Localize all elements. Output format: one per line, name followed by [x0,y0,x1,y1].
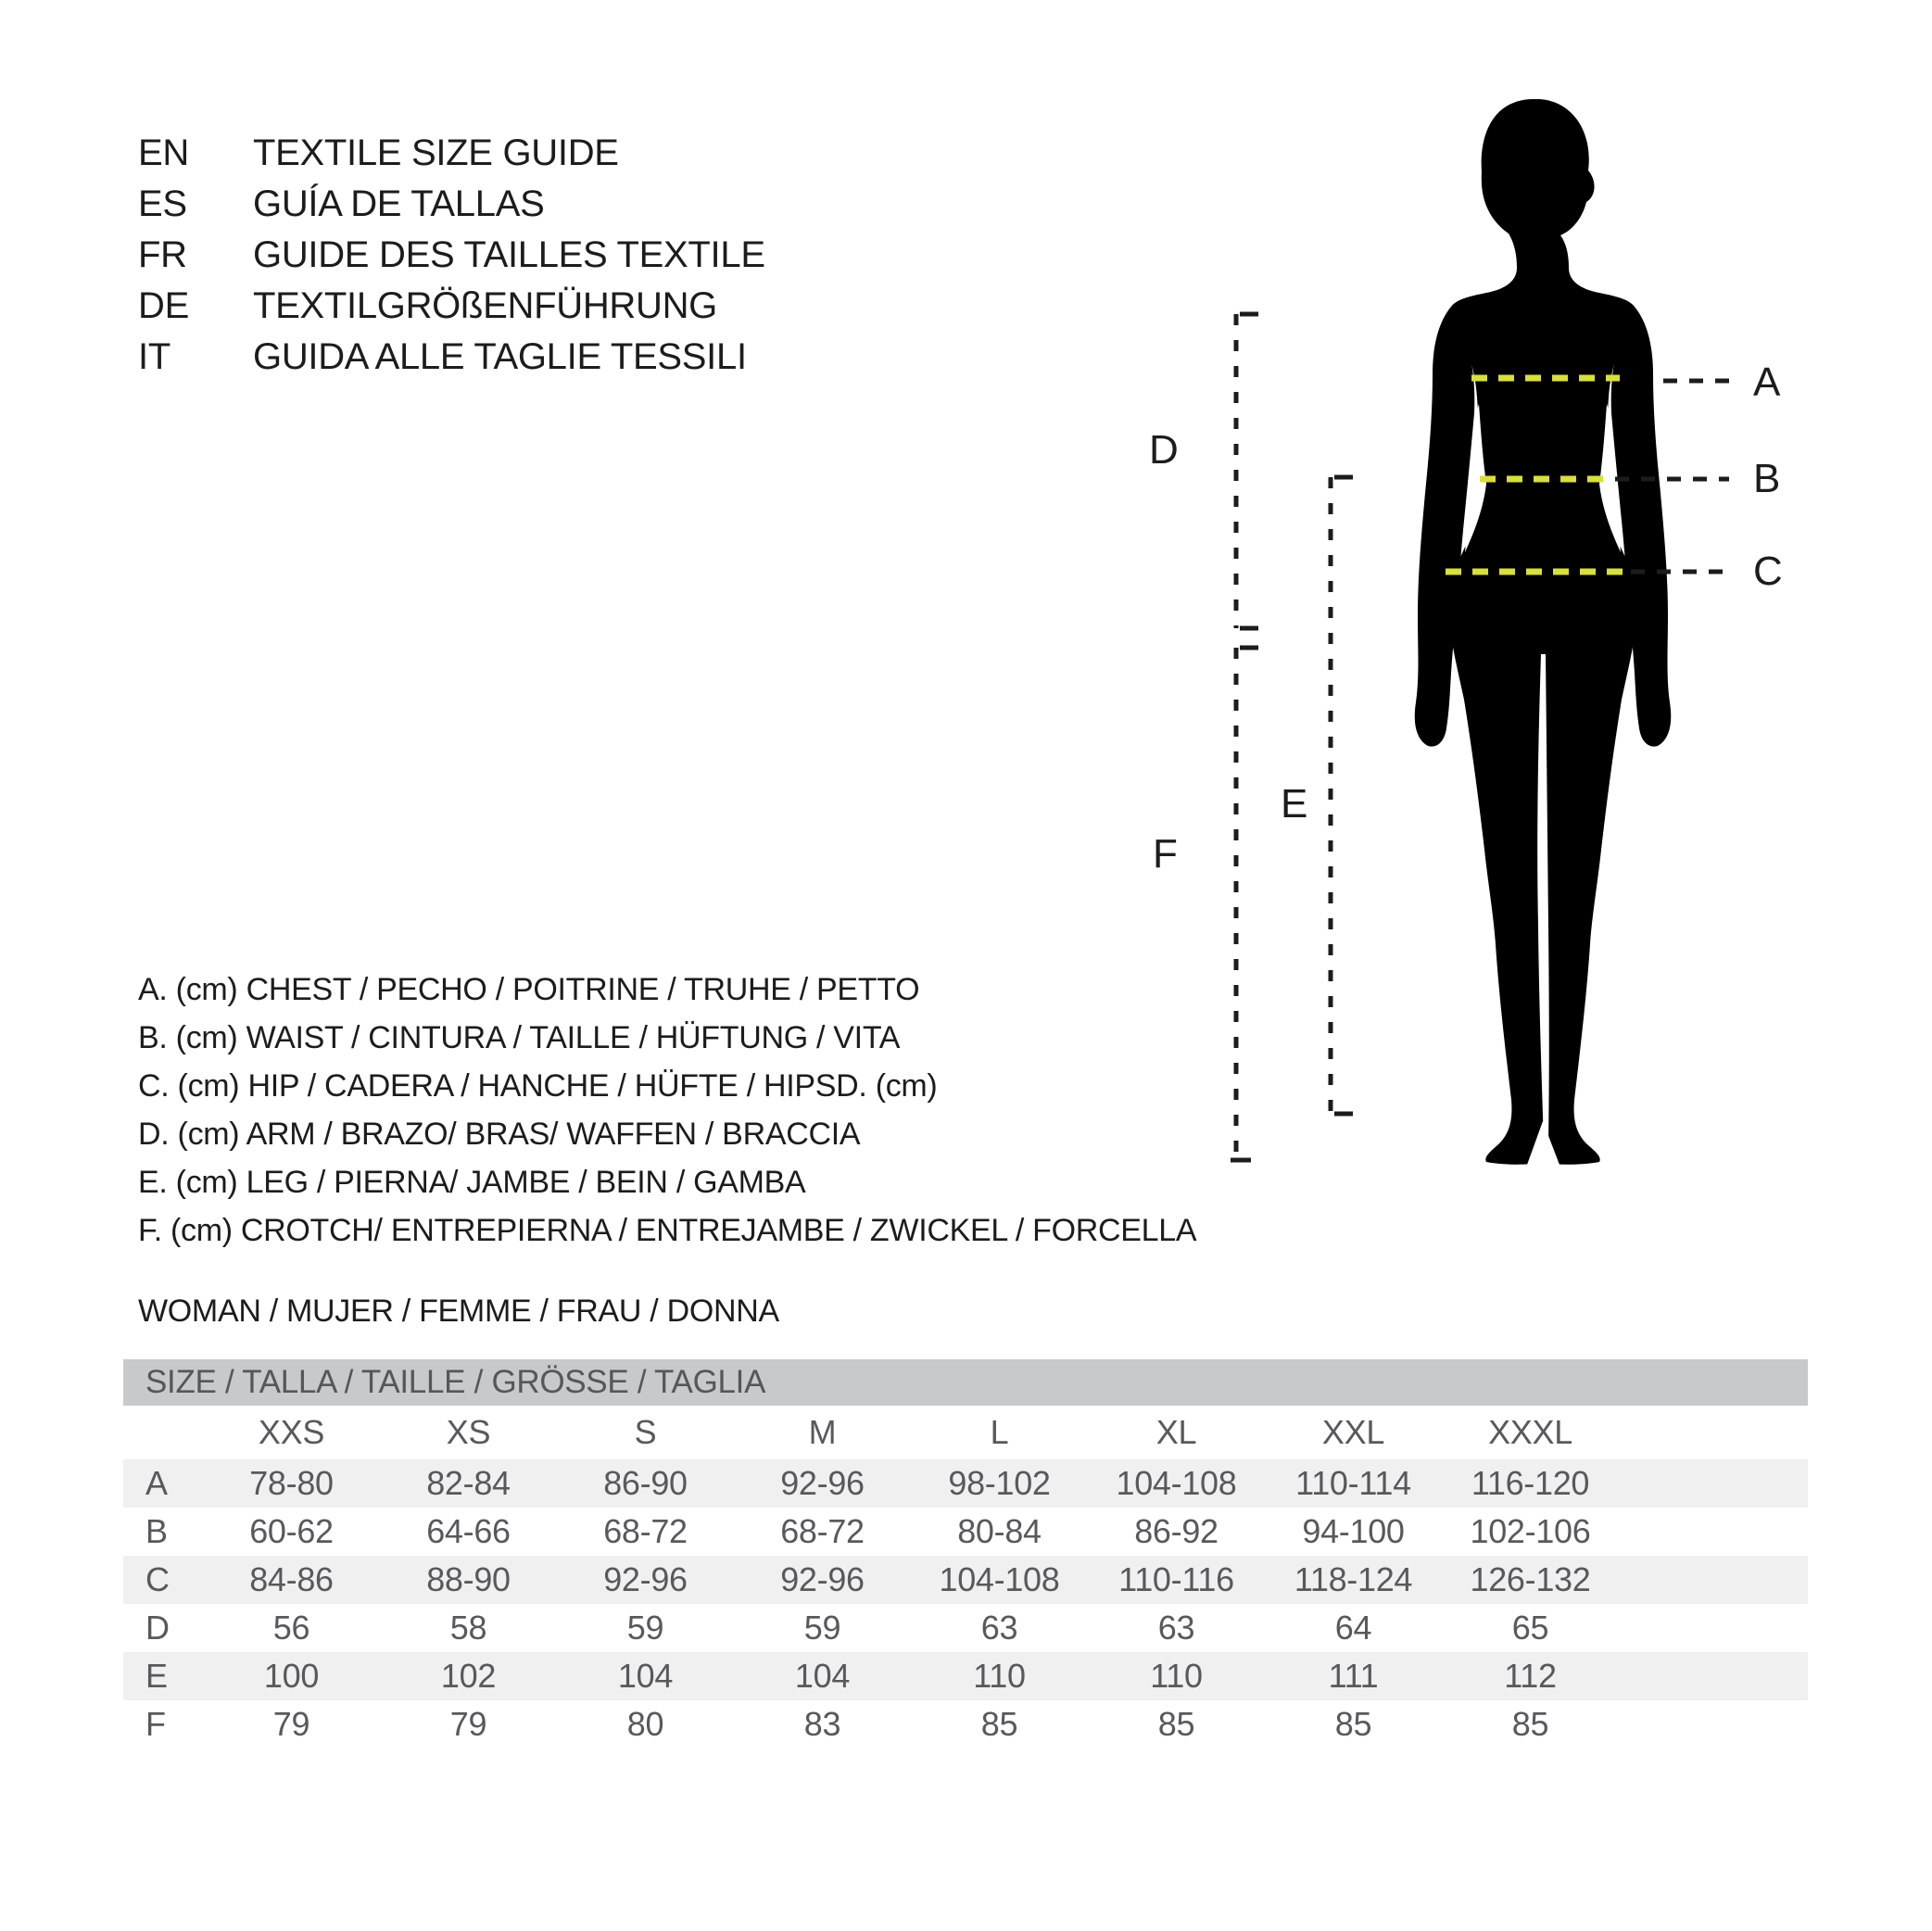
label-arm-d: D [1149,427,1179,473]
cell: 86-92 [1134,1512,1219,1550]
body-measurement-diagram [1093,74,1853,1205]
table-row-b [123,1508,1808,1556]
column-header-xxs: XXS [258,1413,325,1451]
measurement-line-f: F. (cm) CROTCH/ ENTREPIERNA / ENTREJAMBE / ZWICKEL / FORCELLA [138,1212,1197,1248]
column-header-l: L [990,1413,1009,1451]
cell: 80 [626,1705,664,1743]
cell: 64 [1334,1609,1372,1647]
label-crotch-f: F [1153,831,1178,877]
language-title-block [138,128,765,383]
cell: 63 [980,1609,1018,1647]
cell: 85 [1334,1705,1372,1743]
cell: 59 [626,1609,664,1647]
size-table-title-band [123,1359,1808,1406]
language-row-it [138,332,765,383]
cell: 110-114 [1295,1464,1411,1502]
measurement-line-d: D. (cm) ARM / BRAZO/ BRAS/ WAFFEN / BRACCIA [138,1116,861,1152]
cell: 118-124 [1294,1560,1413,1598]
column-header-xxxl: XXXL [1488,1413,1572,1451]
column-header-xs: XS [446,1413,491,1451]
cell: 112 [1504,1657,1557,1695]
table-row-c [123,1556,1808,1604]
column-header-m: M [808,1413,837,1451]
guide-title: TEXTILE SIZE GUIDE [253,133,619,173]
size-table-header-row [123,1406,1808,1459]
language-code: EN [138,133,189,173]
cell: 59 [803,1609,841,1647]
cell: 104-108 [1116,1464,1237,1502]
row-label: F [145,1705,166,1743]
cell: 78-80 [249,1464,334,1502]
row-label: B [145,1512,168,1550]
cell: 85 [1157,1705,1195,1743]
woman-silhouette [1415,99,1671,1165]
language-code: FR [138,234,187,275]
cell: 116-120 [1471,1464,1590,1502]
vertical-measure-lines [1231,314,1353,1160]
cell: 104-108 [939,1560,1060,1598]
table-row-f [123,1700,1808,1748]
cell: 104 [617,1657,674,1695]
label-waist-b: B [1753,456,1781,501]
size-table [123,1359,1808,1748]
cell: 68-72 [780,1512,865,1550]
language-row-de [138,281,765,332]
cell: 110-116 [1118,1560,1234,1598]
cell: 126-132 [1470,1560,1591,1598]
language-code: ES [138,183,187,224]
cell: 110 [1150,1657,1203,1695]
cell: 94-100 [1302,1512,1405,1550]
language-row-en [138,128,765,179]
label-chest-a: A [1753,360,1781,405]
cell: 104 [794,1657,851,1695]
guide-title: GUIDA ALLE TAGLIE TESSILI [253,336,747,377]
measurement-line-b: B. (cm) WAIST / CINTURA / TAILLE / HÜFTUNG / VITA [138,1019,901,1055]
cell: 86-90 [603,1464,688,1502]
cell: 83 [803,1705,841,1743]
measurement-line-e: E. (cm) LEG / PIERNA/ JAMBE / BEIN / GAMBA [138,1164,806,1200]
row-label: D [145,1609,170,1647]
cell: 65 [1511,1609,1549,1647]
row-label: E [145,1657,168,1695]
cell: 82-84 [426,1464,511,1502]
gender-heading: WOMAN / MUJER / FEMME / FRAU / DONNA [138,1293,779,1329]
measurement-line-a: A. (cm) CHEST / PECHO / POITRINE / TRUHE / PETTO [138,971,920,1007]
language-code: IT [138,336,170,377]
row-label: A [145,1464,168,1502]
cell: 80-84 [957,1512,1042,1550]
cell: 100 [263,1657,320,1695]
cell: 110 [973,1657,1026,1695]
cell: 92-96 [780,1464,865,1502]
cell: 102 [440,1657,497,1695]
label-leg-e: E [1281,781,1308,827]
column-header-s: S [634,1413,657,1451]
cell: 79 [449,1705,487,1743]
column-header-xl: XL [1155,1413,1197,1451]
cell: 56 [272,1609,310,1647]
cell: 98-102 [948,1464,1051,1502]
table-row-d [123,1604,1808,1652]
guide-title: GUÍA DE TALLAS [253,183,545,224]
measurement-line-c: C. (cm) HIP / CADERA / HANCHE / HÜFTE / HIPSD. (cm) [138,1067,938,1104]
cell: 85 [980,1705,1018,1743]
cell: 85 [1511,1705,1549,1743]
cell: 63 [1157,1609,1195,1647]
guide-title: TEXTILGRÖßENFÜHRUNG [253,285,717,326]
cell: 88-90 [426,1560,511,1598]
table-row-e [123,1652,1808,1700]
cell: 58 [449,1609,487,1647]
column-header-xxl: XXL [1321,1413,1385,1451]
language-code: DE [138,285,189,326]
table-row-a [123,1459,1808,1508]
cell: 111 [1328,1657,1379,1695]
label-hip-c: C [1753,549,1783,594]
cell: 68-72 [603,1512,688,1550]
cell: 79 [272,1705,310,1743]
cell: 102-106 [1470,1512,1591,1550]
language-row-fr [138,230,765,281]
cell: 84-86 [249,1560,334,1598]
cell: 64-66 [426,1512,511,1550]
size-table-title: SIZE / TALLA / TAILLE / GRÖSSE / TAGLIA [145,1364,766,1400]
guide-title: GUIDE DES TAILLES TEXTILE [253,234,765,275]
measurement-legend [138,966,1196,1255]
cell: 60-62 [249,1512,334,1550]
language-row-es [138,179,765,230]
cell: 92-96 [603,1560,688,1598]
cell: 92-96 [780,1560,865,1598]
row-label: C [145,1560,170,1598]
